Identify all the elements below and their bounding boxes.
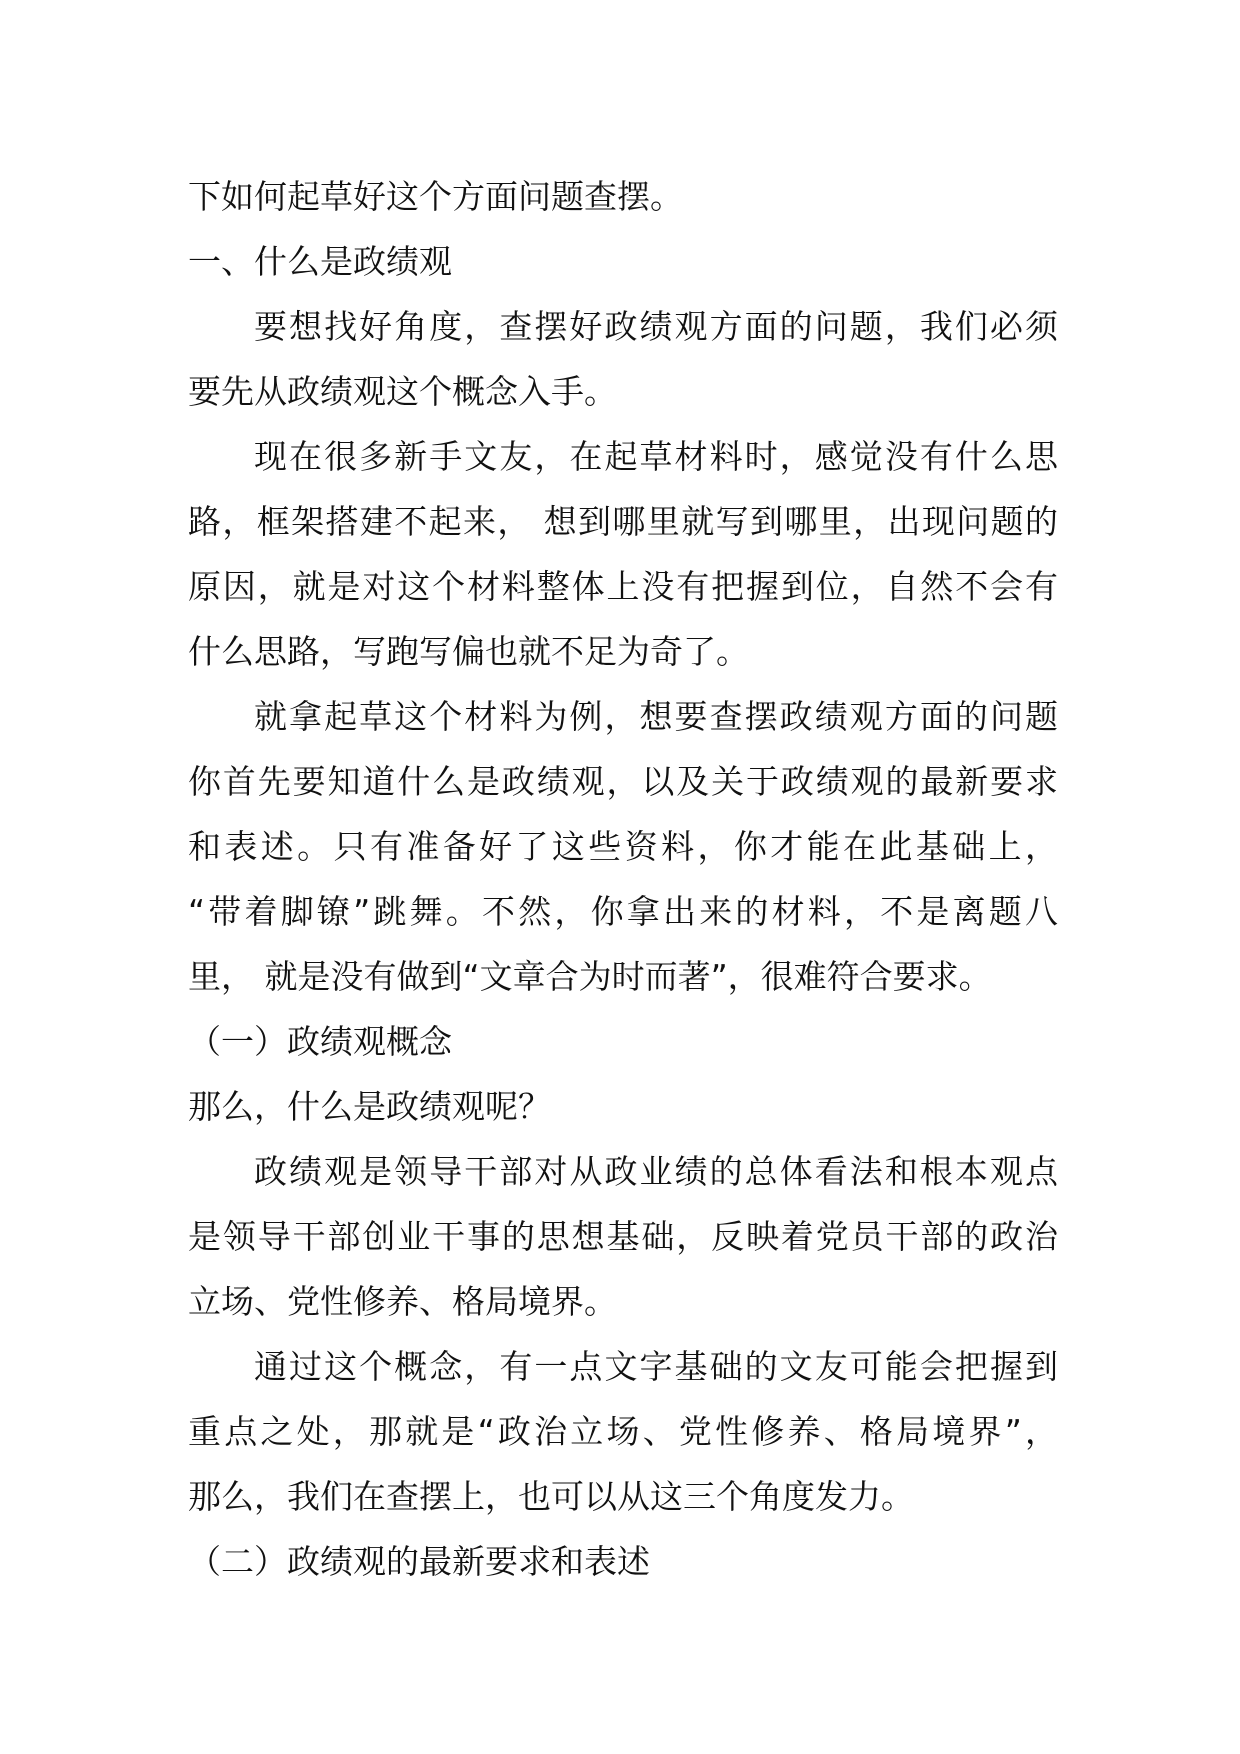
text-line: 里， 就是没有做到“文章合为时而著”，很难符合要求。 (188, 957, 992, 996)
text-line: 那么，什么是政绩观呢？ (188, 1087, 551, 1126)
text-line: “带着脚镣”跳舞。不然，你拿出来的材料，不是离题八 (188, 892, 1058, 931)
text-line: 通过这个概念，有一点文字基础的文友可能会把握到 (254, 1347, 1058, 1386)
text-line: 和表述。只有准备好了这些资料，你才能在此基础上， (188, 827, 1058, 866)
text-line: 现在很多新手文友，在起草材料时，感觉没有什么思 (254, 437, 1058, 476)
text-line: 是领导干部创业干事的思想基础，反映着党员干部的政治 (188, 1217, 1058, 1256)
subsection-heading: （一）政绩观概念 (188, 1022, 452, 1061)
text-line: 立场、党性修养、格局境界。 (188, 1282, 617, 1321)
text-line: 要想找好角度，查摆好政绩观方面的问题，我们必须 (254, 307, 1058, 346)
text-line: 要先从政绩观这个概念入手。 (188, 372, 617, 411)
text-line: 下如何起草好这个方面问题查摆。 (188, 177, 683, 216)
text-line: 原因，就是对这个材料整体上没有把握到位，自然不会有 (188, 567, 1058, 606)
section-heading: 一、什么是政绩观 (188, 242, 452, 281)
text-line: 什么思路，写跑写偏也就不足为奇了。 (188, 632, 749, 671)
text-line: 路，框架搭建不起来， 想到哪里就写到哪里，出现问题的 (188, 502, 1058, 541)
text-line: 重点之处，那就是“政治立场、党性修养、格局境界”， (188, 1412, 1058, 1451)
subsection-heading: （二）政绩观的最新要求和表述 (188, 1542, 650, 1581)
text-line: 政绩观是领导干部对从政业绩的总体看法和根本观点 (254, 1152, 1058, 1191)
document-body (188, 164, 1058, 1594)
text-line: 你首先要知道什么是政绩观，以及关于政绩观的最新要求 (188, 762, 1058, 801)
text-line: 那么，我们在查摆上，也可以从这三个角度发力。 (188, 1477, 914, 1516)
text-line: 就拿起草这个材料为例，想要查摆政绩观方面的问题 (254, 697, 1058, 736)
